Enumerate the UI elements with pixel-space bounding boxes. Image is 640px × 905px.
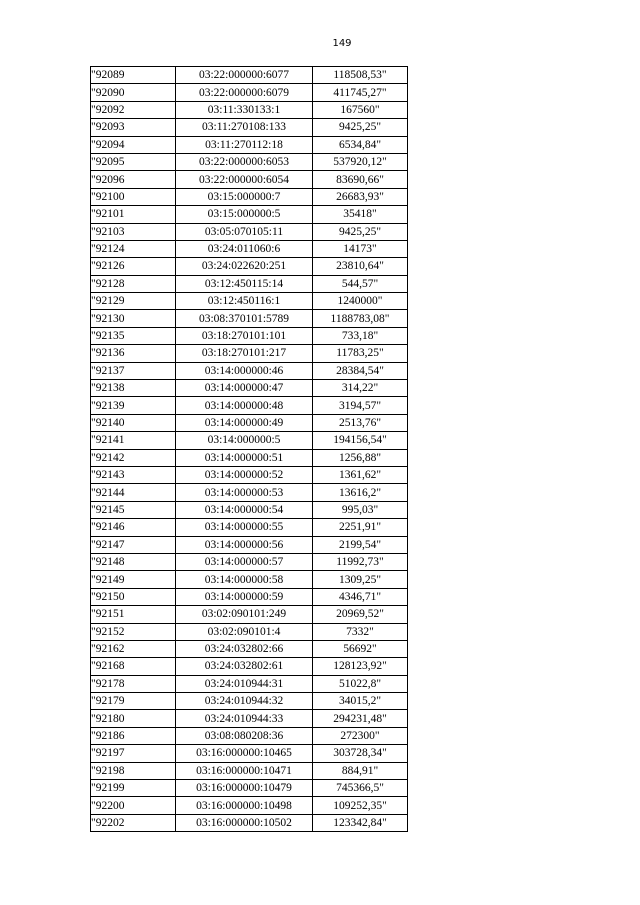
table-row [91, 797, 408, 814]
cadastral-number-cell: 03:24:032802:66 [176, 640, 313, 657]
cadastral-number-cell: 03:14:000000:58 [176, 571, 313, 588]
value-cell: 4346,71" [313, 588, 408, 605]
cadastral-number-cell: 03:14:000000:49 [176, 414, 313, 431]
value-cell: 9425,25" [313, 119, 408, 136]
record-id-cell: "92138 [91, 380, 176, 397]
record-id-cell: "92090 [91, 84, 176, 101]
cadastral-number-cell: 03:24:011060:6 [176, 240, 313, 257]
table-row [91, 380, 408, 397]
table-row [91, 658, 408, 675]
table-row [91, 623, 408, 640]
table-row [91, 206, 408, 223]
value-cell: 28384,54" [313, 362, 408, 379]
cadastral-number-cell: 03:11:270108:133 [176, 119, 313, 136]
table-row [91, 153, 408, 170]
value-cell: 884,91" [313, 762, 408, 779]
record-id-cell: "92178 [91, 675, 176, 692]
record-id-cell: "92142 [91, 449, 176, 466]
value-cell: 995,03" [313, 501, 408, 518]
value-cell: 411745,27" [313, 84, 408, 101]
value-cell: 733,18" [313, 327, 408, 344]
cadastral-number-cell: 03:16:000000:10498 [176, 797, 313, 814]
record-id-cell: "92093 [91, 119, 176, 136]
table-row [91, 484, 408, 501]
table-body [91, 67, 408, 832]
table-row [91, 240, 408, 257]
table-row [91, 345, 408, 362]
table-row [91, 188, 408, 205]
record-id-cell: "92128 [91, 275, 176, 292]
table-row [91, 327, 408, 344]
value-cell: 1309,25" [313, 571, 408, 588]
value-cell: 745366,5" [313, 780, 408, 797]
cadastral-number-cell: 03:14:000000:52 [176, 466, 313, 483]
value-cell: 13616,2" [313, 484, 408, 501]
table-row [91, 466, 408, 483]
cadastral-number-cell: 03:14:000000:46 [176, 362, 313, 379]
value-cell: 314,22" [313, 380, 408, 397]
value-cell: 3194,57" [313, 397, 408, 414]
cadastral-number-cell: 03:14:000000:54 [176, 501, 313, 518]
table-row [91, 258, 408, 275]
value-cell: 123342,84" [313, 814, 408, 831]
cadastral-number-cell: 03:14:000000:53 [176, 484, 313, 501]
record-id-cell: "92152 [91, 623, 176, 640]
table-row [91, 414, 408, 431]
value-cell: 1240000" [313, 293, 408, 310]
table-row [91, 432, 408, 449]
table-row [91, 745, 408, 762]
value-cell: 544,57" [313, 275, 408, 292]
value-cell: 1188783,08" [313, 310, 408, 327]
record-id-cell: "92124 [91, 240, 176, 257]
record-id-cell: "92095 [91, 153, 176, 170]
record-id-cell: "92197 [91, 745, 176, 762]
record-id-cell: "92162 [91, 640, 176, 657]
cadastral-number-cell: 03:11:270112:18 [176, 136, 313, 153]
record-id-cell: "92103 [91, 223, 176, 240]
table-row [91, 136, 408, 153]
record-id-cell: "92168 [91, 658, 176, 675]
page-number: 149 [332, 38, 352, 49]
record-id-cell: "92199 [91, 780, 176, 797]
value-cell: 118508,53" [313, 67, 408, 84]
cadastral-number-cell: 03:22:000000:6079 [176, 84, 313, 101]
record-id-cell: "92089 [91, 67, 176, 84]
record-id-cell: "92126 [91, 258, 176, 275]
table-row [91, 310, 408, 327]
table-row [91, 640, 408, 657]
value-cell: 14173" [313, 240, 408, 257]
record-id-cell: "92148 [91, 553, 176, 570]
record-id-cell: "92180 [91, 710, 176, 727]
value-cell: 2513,76" [313, 414, 408, 431]
table-row [91, 119, 408, 136]
value-cell: 51022,8" [313, 675, 408, 692]
value-cell: 537920,12" [313, 153, 408, 170]
cadastral-number-cell: 03:14:000000:47 [176, 380, 313, 397]
record-id-cell: "92149 [91, 571, 176, 588]
value-cell: 2251,91" [313, 519, 408, 536]
table-row [91, 693, 408, 710]
cadastral-number-cell: 03:14:000000:57 [176, 553, 313, 570]
record-id-cell: "92101 [91, 206, 176, 223]
table-row [91, 275, 408, 292]
table-row [91, 67, 408, 84]
cadastral-number-cell: 03:05:070105:11 [176, 223, 313, 240]
cadastral-number-cell: 03:11:330133:1 [176, 101, 313, 118]
value-cell: 9425,25" [313, 223, 408, 240]
value-cell: 303728,34" [313, 745, 408, 762]
record-id-cell: "92135 [91, 327, 176, 344]
cadastral-number-cell: 03:22:000000:6053 [176, 153, 313, 170]
table-row [91, 397, 408, 414]
value-cell: 194156,54" [313, 432, 408, 449]
table-row [91, 571, 408, 588]
table-row [91, 519, 408, 536]
cadastral-number-cell: 03:12:450116:1 [176, 293, 313, 310]
value-cell: 83690,66" [313, 171, 408, 188]
record-id-cell: "92094 [91, 136, 176, 153]
table-row [91, 84, 408, 101]
value-cell: 11992,73" [313, 553, 408, 570]
value-cell: 34015,2" [313, 693, 408, 710]
cadastral-number-cell: 03:14:000000:5 [176, 432, 313, 449]
cadastral-number-cell: 03:16:000000:10465 [176, 745, 313, 762]
value-cell: 26683,93" [313, 188, 408, 205]
table-row [91, 675, 408, 692]
value-cell: 6534,84" [313, 136, 408, 153]
record-id-cell: "92141 [91, 432, 176, 449]
record-id-cell: "92143 [91, 466, 176, 483]
record-id-cell: "92137 [91, 362, 176, 379]
cadastral-number-cell: 03:15:000000:5 [176, 206, 313, 223]
record-id-cell: "92092 [91, 101, 176, 118]
table-row [91, 814, 408, 831]
value-cell: 11783,25" [313, 345, 408, 362]
table-row [91, 727, 408, 744]
cadastral-number-cell: 03:12:450115:14 [176, 275, 313, 292]
table-row [91, 171, 408, 188]
record-id-cell: "92200 [91, 797, 176, 814]
value-cell: 56692" [313, 640, 408, 657]
value-cell: 1256,88" [313, 449, 408, 466]
record-id-cell: "92198 [91, 762, 176, 779]
cadastral-number-cell: 03:14:000000:56 [176, 536, 313, 553]
registry-table [90, 66, 408, 832]
record-id-cell: "92130 [91, 310, 176, 327]
cadastral-number-cell: 03:18:270101:217 [176, 345, 313, 362]
cadastral-number-cell: 03:14:000000:59 [176, 588, 313, 605]
cadastral-number-cell: 03:14:000000:48 [176, 397, 313, 414]
record-id-cell: "92139 [91, 397, 176, 414]
value-cell: 1361,62" [313, 466, 408, 483]
value-cell: 128123,92" [313, 658, 408, 675]
value-cell: 272300" [313, 727, 408, 744]
cadastral-number-cell: 03:14:000000:55 [176, 519, 313, 536]
cadastral-number-cell: 03:08:080208:36 [176, 727, 313, 744]
record-id-cell: "92100 [91, 188, 176, 205]
cadastral-number-cell: 03:02:090101:249 [176, 606, 313, 623]
table-row [91, 101, 408, 118]
value-cell: 294231,48" [313, 710, 408, 727]
value-cell: 109252,35" [313, 797, 408, 814]
record-id-cell: "92096 [91, 171, 176, 188]
table-row [91, 588, 408, 605]
cadastral-number-cell: 03:15:000000:7 [176, 188, 313, 205]
cadastral-number-cell: 03:08:370101:5789 [176, 310, 313, 327]
table-row [91, 501, 408, 518]
record-id-cell: "92179 [91, 693, 176, 710]
cadastral-number-cell: 03:16:000000:10502 [176, 814, 313, 831]
value-cell: 2199,54" [313, 536, 408, 553]
record-id-cell: "92150 [91, 588, 176, 605]
cadastral-number-cell: 03:24:022620:251 [176, 258, 313, 275]
value-cell: 7332" [313, 623, 408, 640]
value-cell: 167560" [313, 101, 408, 118]
table-row [91, 536, 408, 553]
cadastral-number-cell: 03:02:090101:4 [176, 623, 313, 640]
table-row [91, 710, 408, 727]
record-id-cell: "92140 [91, 414, 176, 431]
cadastral-number-cell: 03:24:010944:32 [176, 693, 313, 710]
record-id-cell: "92146 [91, 519, 176, 536]
cadastral-number-cell: 03:16:000000:10471 [176, 762, 313, 779]
record-id-cell: "92147 [91, 536, 176, 553]
record-id-cell: "92202 [91, 814, 176, 831]
table-row [91, 223, 408, 240]
cadastral-number-cell: 03:22:000000:6077 [176, 67, 313, 84]
cadastral-number-cell: 03:18:270101:101 [176, 327, 313, 344]
record-id-cell: "92136 [91, 345, 176, 362]
cadastral-number-cell: 03:24:010944:31 [176, 675, 313, 692]
record-id-cell: "92129 [91, 293, 176, 310]
value-cell: 20969,52" [313, 606, 408, 623]
record-id-cell: "92145 [91, 501, 176, 518]
record-id-cell: "92186 [91, 727, 176, 744]
record-id-cell: "92151 [91, 606, 176, 623]
cadastral-number-cell: 03:24:010944:33 [176, 710, 313, 727]
table-row [91, 606, 408, 623]
record-id-cell: "92144 [91, 484, 176, 501]
table-row [91, 780, 408, 797]
table-row [91, 362, 408, 379]
cadastral-number-cell: 03:22:000000:6054 [176, 171, 313, 188]
cadastral-number-cell: 03:16:000000:10479 [176, 780, 313, 797]
table-row [91, 553, 408, 570]
table-row [91, 449, 408, 466]
table-row [91, 762, 408, 779]
cadastral-number-cell: 03:14:000000:51 [176, 449, 313, 466]
value-cell: 35418" [313, 206, 408, 223]
value-cell: 23810,64" [313, 258, 408, 275]
table-row [91, 293, 408, 310]
cadastral-number-cell: 03:24:032802:61 [176, 658, 313, 675]
